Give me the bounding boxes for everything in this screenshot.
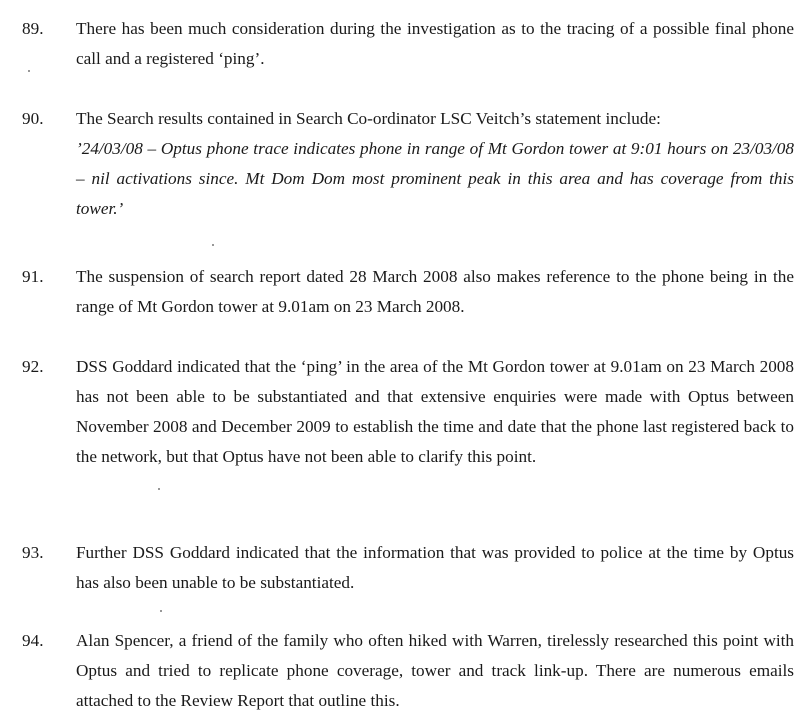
paragraph-number: 94. (22, 631, 44, 650)
paragraph-body: Alan Spencer, a friend of the family who often hiked with Warren, tirelessly researched this point with Optus and tried to replicate phone coverage, tower and track link-up. There are numerous emails attached to the Review Report that outline this. (76, 631, 794, 710)
paragraph-text (76, 14, 794, 74)
scan-speck (160, 610, 162, 612)
paragraph-body: There has been much consideration during the investigation as to the tracing of a possible final phone call and a registered ‘ping’. (76, 19, 794, 68)
paragraph-body: DSS Goddard indicated that the ‘ping’ in the area of the Mt Gordon tower at 9.01am on 23 March 2008 has not been able to be substantiated and that extensive enquiries were made with Optus between November 2008 and December 2009 to establish the time and date that the phone last registered back to the network, but that Optus have not been able to clarify this point. (76, 357, 794, 466)
paragraph-number: 92. (22, 357, 44, 376)
paragraph-text (76, 352, 794, 472)
scan-speck (158, 488, 160, 490)
paragraph-text (76, 104, 794, 224)
scan-speck (212, 244, 214, 246)
paragraph-body: The Search results contained in Search Co-ordinator LSC Veitch’s statement include: (76, 109, 661, 128)
paragraph-text (76, 626, 794, 716)
paragraph-body: The suspension of search report dated 28 March 2008 also makes reference to the phone being in the range of Mt Gordon tower at 9.01am on 23 March 2008. (76, 267, 794, 316)
quoted-search-result: ’24/03/08 – Optus phone trace indicates phone in range of Mt Gordon tower at 9:01 hours on 23/03/08 – nil activations since. Mt Dom Dom most prominent peak in this area and has coverage from this tower.’ (76, 139, 794, 218)
paragraph-number: 91. (22, 267, 44, 286)
paragraph-number: 93. (22, 543, 44, 562)
scan-speck (28, 70, 30, 72)
paragraph-text (76, 538, 794, 598)
paragraph-number: 89. (22, 19, 44, 38)
paragraph-body: Further DSS Goddard indicated that the information that was provided to police at the time by Optus has also been unable to be substantiated. (76, 543, 794, 592)
paragraph-number: 90. (22, 109, 44, 128)
paragraph-text (76, 262, 794, 322)
